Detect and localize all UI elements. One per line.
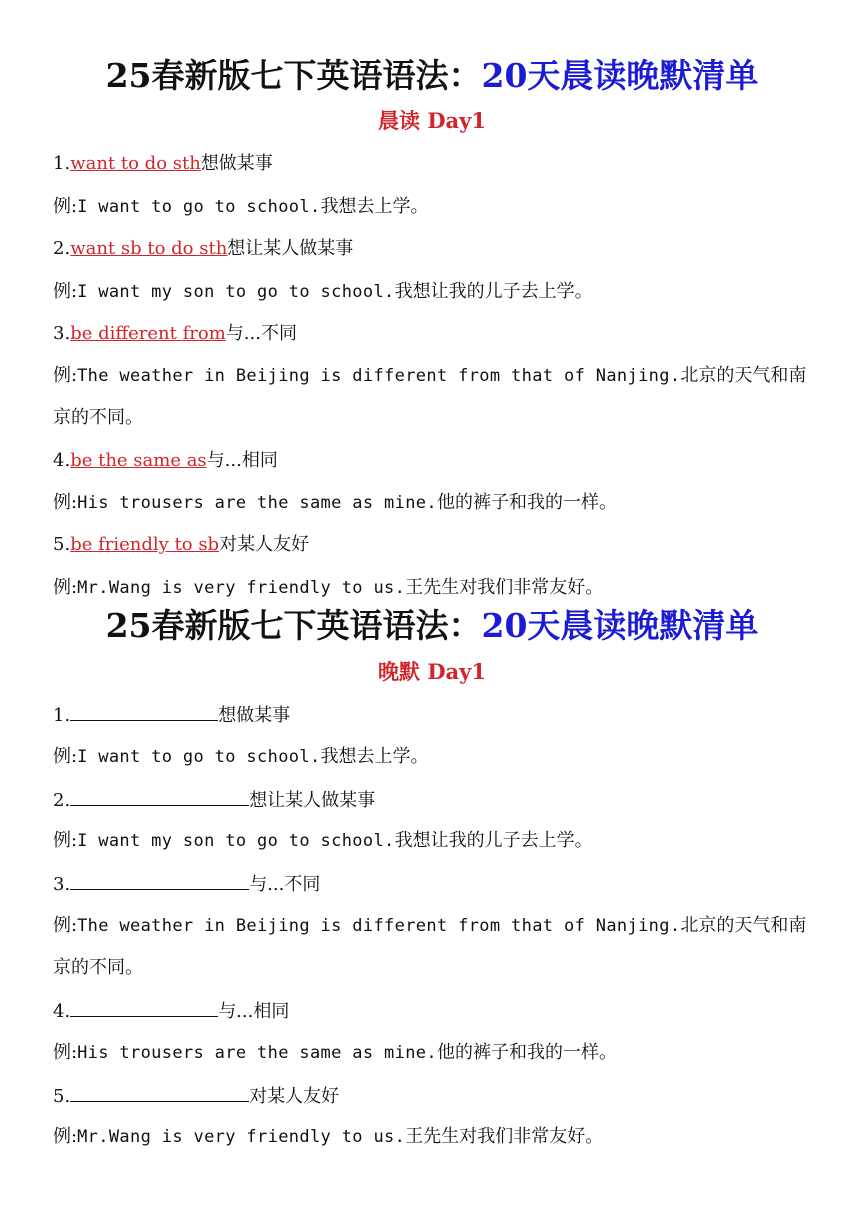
example-chinese: 王先生对我们非常友好。 (405, 1126, 604, 1147)
example-label: 例: (53, 577, 78, 598)
example-label: 例: (53, 915, 78, 936)
example-chinese: 他的裤子和我的一样。 (436, 1042, 617, 1063)
item-meaning: 对某人友好 (219, 534, 310, 555)
example-chinese: 我想去上学。 (320, 746, 429, 767)
example-english: The weather in Beijing is different from that of Nanjing. (77, 916, 681, 936)
example-label: 例: (53, 1042, 78, 1063)
item-number: 4. (53, 450, 71, 471)
item-number: 1. (53, 153, 71, 174)
answer-blank[interactable] (70, 787, 249, 806)
morning-title (0, 56, 864, 96)
item-phrase: be friendly to sb (70, 534, 220, 555)
answer-blank[interactable] (70, 1083, 249, 1102)
example-english: His trousers are the same as mine. (77, 493, 437, 513)
item-number: 4. (53, 1001, 71, 1022)
item-meaning: 与...不同 (225, 323, 297, 344)
evening-example-4 (53, 1041, 617, 1065)
item-phrase: want sb to do sth (70, 238, 228, 259)
example-chinese: 王先生对我们非常友好。 (405, 577, 604, 598)
example-english: Mr.Wang is very friendly to us. (77, 578, 406, 598)
item-number: 5. (53, 534, 71, 555)
evening-item-1 (53, 702, 290, 728)
evening-example-2 (53, 829, 593, 853)
morning-item-4 (53, 449, 278, 473)
item-number: 2. (53, 238, 71, 259)
morning-example-1 (53, 195, 429, 219)
evening-example-5 (53, 1125, 603, 1149)
item-number: 3. (53, 323, 71, 344)
morning-example-3-continued: 京的不同。 (53, 407, 143, 428)
item-phrase: be different from (70, 323, 226, 344)
answer-blank[interactable] (70, 702, 218, 721)
morning-item-5 (53, 533, 309, 557)
item-meaning: 想让某人做某事 (227, 238, 354, 259)
example-english: I want to go to school. (77, 197, 321, 217)
evening-title-highlight: 20天晨读晚默清单 (481, 606, 759, 645)
example-chinese: 我想让我的儿子去上学。 (394, 281, 593, 302)
example-label: 例: (53, 281, 78, 302)
example-chinese: 我想让我的儿子去上学。 (394, 830, 593, 851)
evening-title-main: 25春新版七下英语语法： (105, 606, 482, 645)
evening-item-2 (53, 787, 375, 813)
evening-item-4 (53, 998, 289, 1024)
example-label: 例: (53, 492, 78, 513)
evening-subtitle: 晚默 Day1 (378, 659, 486, 684)
example-english: I want to go to school. (77, 747, 321, 767)
item-phrase: want to do sth (70, 153, 201, 174)
item-meaning: 与...相同 (206, 450, 278, 471)
item-number: 5. (53, 1086, 71, 1107)
evening-example-1 (53, 745, 429, 769)
example-label: 例: (53, 365, 78, 386)
example-label: 例: (53, 746, 78, 767)
example-chinese: 北京的天气和南 (680, 365, 807, 386)
item-number: 1. (53, 705, 71, 726)
morning-item-2 (53, 237, 353, 261)
item-meaning: 想让某人做某事 (249, 790, 376, 811)
example-chinese: 他的裤子和我的一样。 (436, 492, 617, 513)
evening-title (0, 606, 864, 646)
morning-subtitle: 晨读 Day1 (378, 108, 486, 133)
evening-item-5 (53, 1083, 339, 1109)
evening-example-3-continued: 京的不同。 (53, 957, 143, 978)
evening-example-3 (53, 914, 806, 938)
item-meaning: 对某人友好 (249, 1086, 340, 1107)
example-english: I want my son to go to school. (77, 831, 395, 851)
item-meaning: 想做某事 (200, 153, 273, 174)
example-chinese: 我想去上学。 (320, 196, 429, 217)
answer-blank[interactable] (70, 871, 249, 890)
morning-example-4 (53, 491, 617, 515)
item-meaning: 与...不同 (249, 874, 321, 895)
item-meaning: 想做某事 (218, 705, 291, 726)
item-phrase: be the same as (70, 450, 207, 471)
example-english: The weather in Beijing is different from that of Nanjing. (77, 366, 681, 386)
morning-item-1 (53, 152, 273, 176)
item-number: 3. (53, 874, 71, 895)
example-english: I want my son to go to school. (77, 282, 395, 302)
morning-title-main: 25春新版七下英语语法： (105, 56, 482, 95)
morning-item-3 (53, 322, 297, 346)
item-number: 2. (53, 790, 71, 811)
morning-example-2 (53, 280, 593, 304)
answer-blank[interactable] (70, 998, 218, 1017)
evening-item-3 (53, 871, 320, 897)
example-label: 例: (53, 196, 78, 217)
morning-title-highlight: 20天晨读晚默清单 (481, 56, 759, 95)
example-english: His trousers are the same as mine. (77, 1043, 437, 1063)
morning-example-5 (53, 576, 603, 600)
example-chinese: 北京的天气和南 (680, 915, 807, 936)
example-label: 例: (53, 1126, 78, 1147)
example-label: 例: (53, 830, 78, 851)
item-meaning: 与...相同 (218, 1001, 290, 1022)
morning-example-3 (53, 364, 806, 388)
example-english: Mr.Wang is very friendly to us. (77, 1127, 406, 1147)
